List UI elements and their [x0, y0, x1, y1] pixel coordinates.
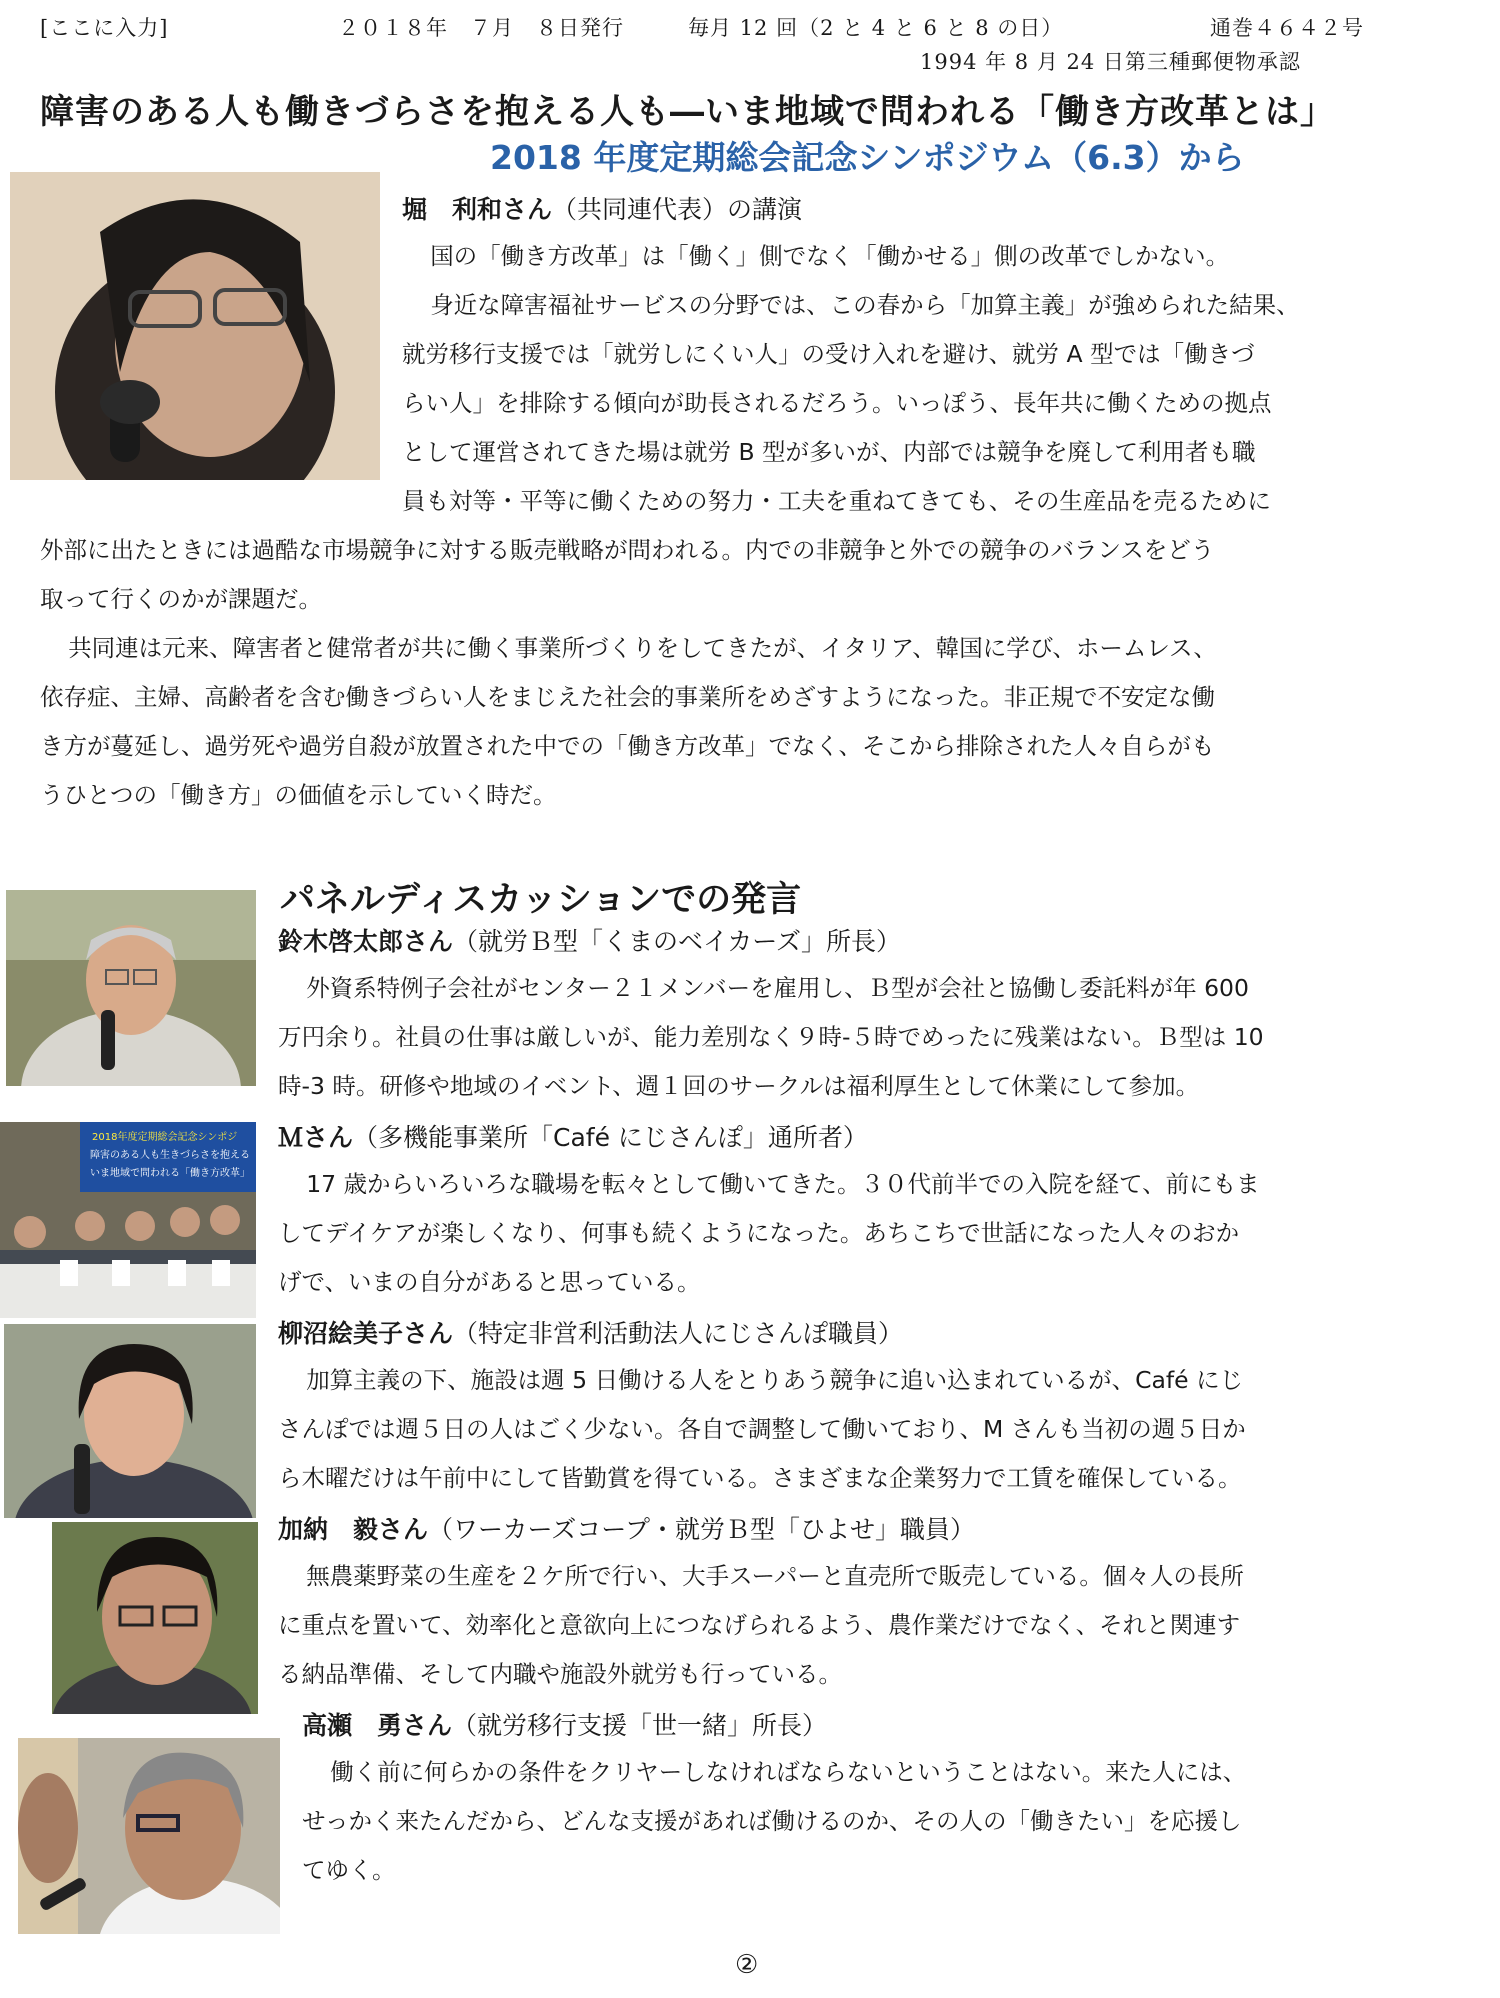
panel-speaker-5	[302, 1706, 827, 1742]
lecture-text-narrow	[402, 232, 1402, 526]
text-line: ら木曜だけは午前中にして皆勤賞を得ている。さまざまな企業努力で工賃を確保している。	[278, 1464, 1242, 1492]
issue-date: ２０１８年 ７月 ８日発行	[338, 16, 624, 40]
text-line: 17 歳からいろいろな職場を転々として働いてきた。３０代前半での入院を経て、前にもま	[306, 1170, 1260, 1198]
panel-heading: パネルディスカッションでの発言	[280, 880, 802, 920]
text-line: 働く前に何らかの条件をクリヤーしなければならないということはない。来た人には、	[330, 1758, 1247, 1786]
speaker-name: 堀 利和さん	[402, 195, 553, 224]
banner-line-3: いま地域で問われる「働き方改革」	[90, 1168, 250, 1179]
publication-frequency: 毎月 12 回（2 と 4 と 6 と 8 の日）	[688, 16, 1064, 40]
panel-discussion-photo	[0, 1122, 256, 1318]
panel-speaker-4-text	[278, 1552, 1428, 1699]
text-line: 加算主義の下、施設は週 5 日働ける人をとりあう競争に追い込まれているが、Café にじ	[306, 1366, 1244, 1394]
text-line: 就労移行支援では「就労しにくい人」の受け入れを避け、就労 A 型では「働きづ	[402, 340, 1255, 368]
panel-speaker-2	[278, 1118, 868, 1154]
speaker-name: 高瀬 勇さん	[302, 1711, 453, 1740]
text-line: せっかく来たんだから、どんな支援があれば働けるのか、その人の「働きたい」を応援し	[302, 1807, 1242, 1835]
postal-approval: 1994 年 8 月 24 日第三種郵便物承認	[920, 50, 1301, 74]
text-line: き方が蔓延し、過労死や過労自殺が放置された中での「働き方改革」でなく、そこから排除された人々自らがも	[40, 732, 1215, 760]
speaker-role: （就労移行支援「世一緒」所長）	[452, 1711, 828, 1740]
speaker-name: 鈴木啓太郎さん	[278, 927, 454, 956]
panel-speaker-3-text	[278, 1356, 1428, 1503]
text-line: てゆく。	[302, 1856, 396, 1884]
header-placeholder: [ここに入力]	[40, 16, 169, 40]
text-line: 時-3 時。研修や地域のイベント、週１回のサークルは福利厚生として休業にして参加。	[278, 1072, 1200, 1100]
text-line: 共同連は元来、障害者と健常者が共に働く事業所づくりをしてきたが、イタリア、韓国に学び、ホームレス、	[68, 634, 1217, 662]
text-line: 依存症、主婦、高齢者を含む働きづらい人をまじえた社会的事業所をめざすようになった。非正規で不安定な働	[40, 683, 1215, 711]
speaker-photo-hori	[10, 172, 380, 480]
speaker-photo-yaginuma	[4, 1324, 256, 1518]
page-title: 障害のある人も働きづらさを抱える人も―いま地域で問われる「働き方改革とは」	[40, 92, 1335, 132]
text-line: うひとつの「働き方」の価値を示していく時だ。	[40, 781, 557, 809]
speaker-role: （共同連代表）の講演	[552, 195, 803, 224]
text-line: 外部に出たときには過酷な市場競争に対する販売戦略が問われる。内での非競争と外での競争のバランスをどう	[40, 536, 1215, 564]
speaker-role: （ワーカーズコープ・就労Ｂ型「ひよせ」職員）	[428, 1515, 976, 1544]
text-line: として運営されてきた場は就労 B 型が多いが、内部では競争を廃して利用者も職	[402, 438, 1256, 466]
speaker-role: （特定非営利活動法人にじさんぽ職員）	[453, 1319, 904, 1348]
text-line: 外資系特例子会社がセンター２１メンバーを雇用し、Ｂ型が会社と協働し委託料が年 600	[306, 974, 1249, 1002]
text-line: 国の「働き方改革」は「働く」側でなく「働かせる」側の改革でしかない。	[430, 242, 1230, 270]
text-line: 無農薬野菜の生産を２ケ所で行い、大手スーパーと直売所で販売している。個々人の長所	[306, 1562, 1244, 1590]
text-line: らい人」を排除する傾向が助長されるだろう。いっぽう、長年共に働くための拠点	[402, 389, 1272, 417]
panel-speaker-4	[278, 1510, 975, 1546]
volume-number: 通巻４６４２号	[1210, 16, 1364, 40]
panel-speaker-3	[278, 1314, 903, 1350]
panel-speaker-1	[278, 922, 901, 958]
speaker-photo-takase	[18, 1738, 280, 1934]
panel-speaker-5-text	[302, 1748, 1422, 1895]
text-line: 取って行くのかが課題だ。	[40, 585, 322, 613]
text-line: に重点を置いて、効率化と意欲向上につなげられるよう、農作業だけでなく、それと関連す	[278, 1611, 1241, 1639]
banner-line-1: 2018年度定期総会記念シンポジ	[92, 1132, 238, 1143]
speaker-name: 加納 毅さん	[278, 1515, 429, 1544]
panel-speaker-1-text	[278, 964, 1428, 1111]
lecture-text-wide	[40, 526, 1440, 820]
speaker-name: 柳沼絵美子さん	[278, 1319, 454, 1348]
text-line: さんぽでは週５日の人はごく少ない。各自で調整して働いており、M さんも当初の週５日か	[278, 1415, 1246, 1443]
panel-speaker-2-text	[278, 1160, 1428, 1307]
page-number: ②	[735, 1950, 759, 1980]
speaker-role: （多機能事業所「Café にじさんぽ」通所者）	[353, 1123, 868, 1152]
speaker-name: Ｍさん	[278, 1123, 354, 1152]
page-subtitle: 2018 年度定期総会記念シンポジウム（6.3）から	[490, 138, 1245, 177]
speaker-photo-suzuki	[6, 890, 256, 1086]
speaker-photo-kano	[52, 1522, 258, 1714]
text-line: 身近な障害福祉サービスの分野では、この春から「加算主義」が強められた結果、	[430, 291, 1300, 319]
text-line: 員も対等・平等に働くための努力・工夫を重ねてきても、その生産品を売るために	[402, 487, 1271, 515]
text-line: 万円余り。社員の仕事は厳しいが、能力差別なく９時-５時でめったに残業はない。Ｂ型は 10	[278, 1023, 1264, 1051]
text-line: げで、いまの自分があると思っている。	[278, 1268, 701, 1296]
text-line: してデイケアが楽しくなり、何事も続くようになった。あちこちで世話になった人々のおか	[278, 1219, 1240, 1247]
speaker-role: （就労Ｂ型「くまのベイカーズ」所長）	[453, 927, 902, 956]
banner-line-2: 障害のある人も生きづらさを抱える	[90, 1150, 250, 1161]
lecture-speaker	[402, 190, 802, 226]
text-line: る納品準備、そして内職や施設外就労も行っている。	[278, 1660, 842, 1688]
